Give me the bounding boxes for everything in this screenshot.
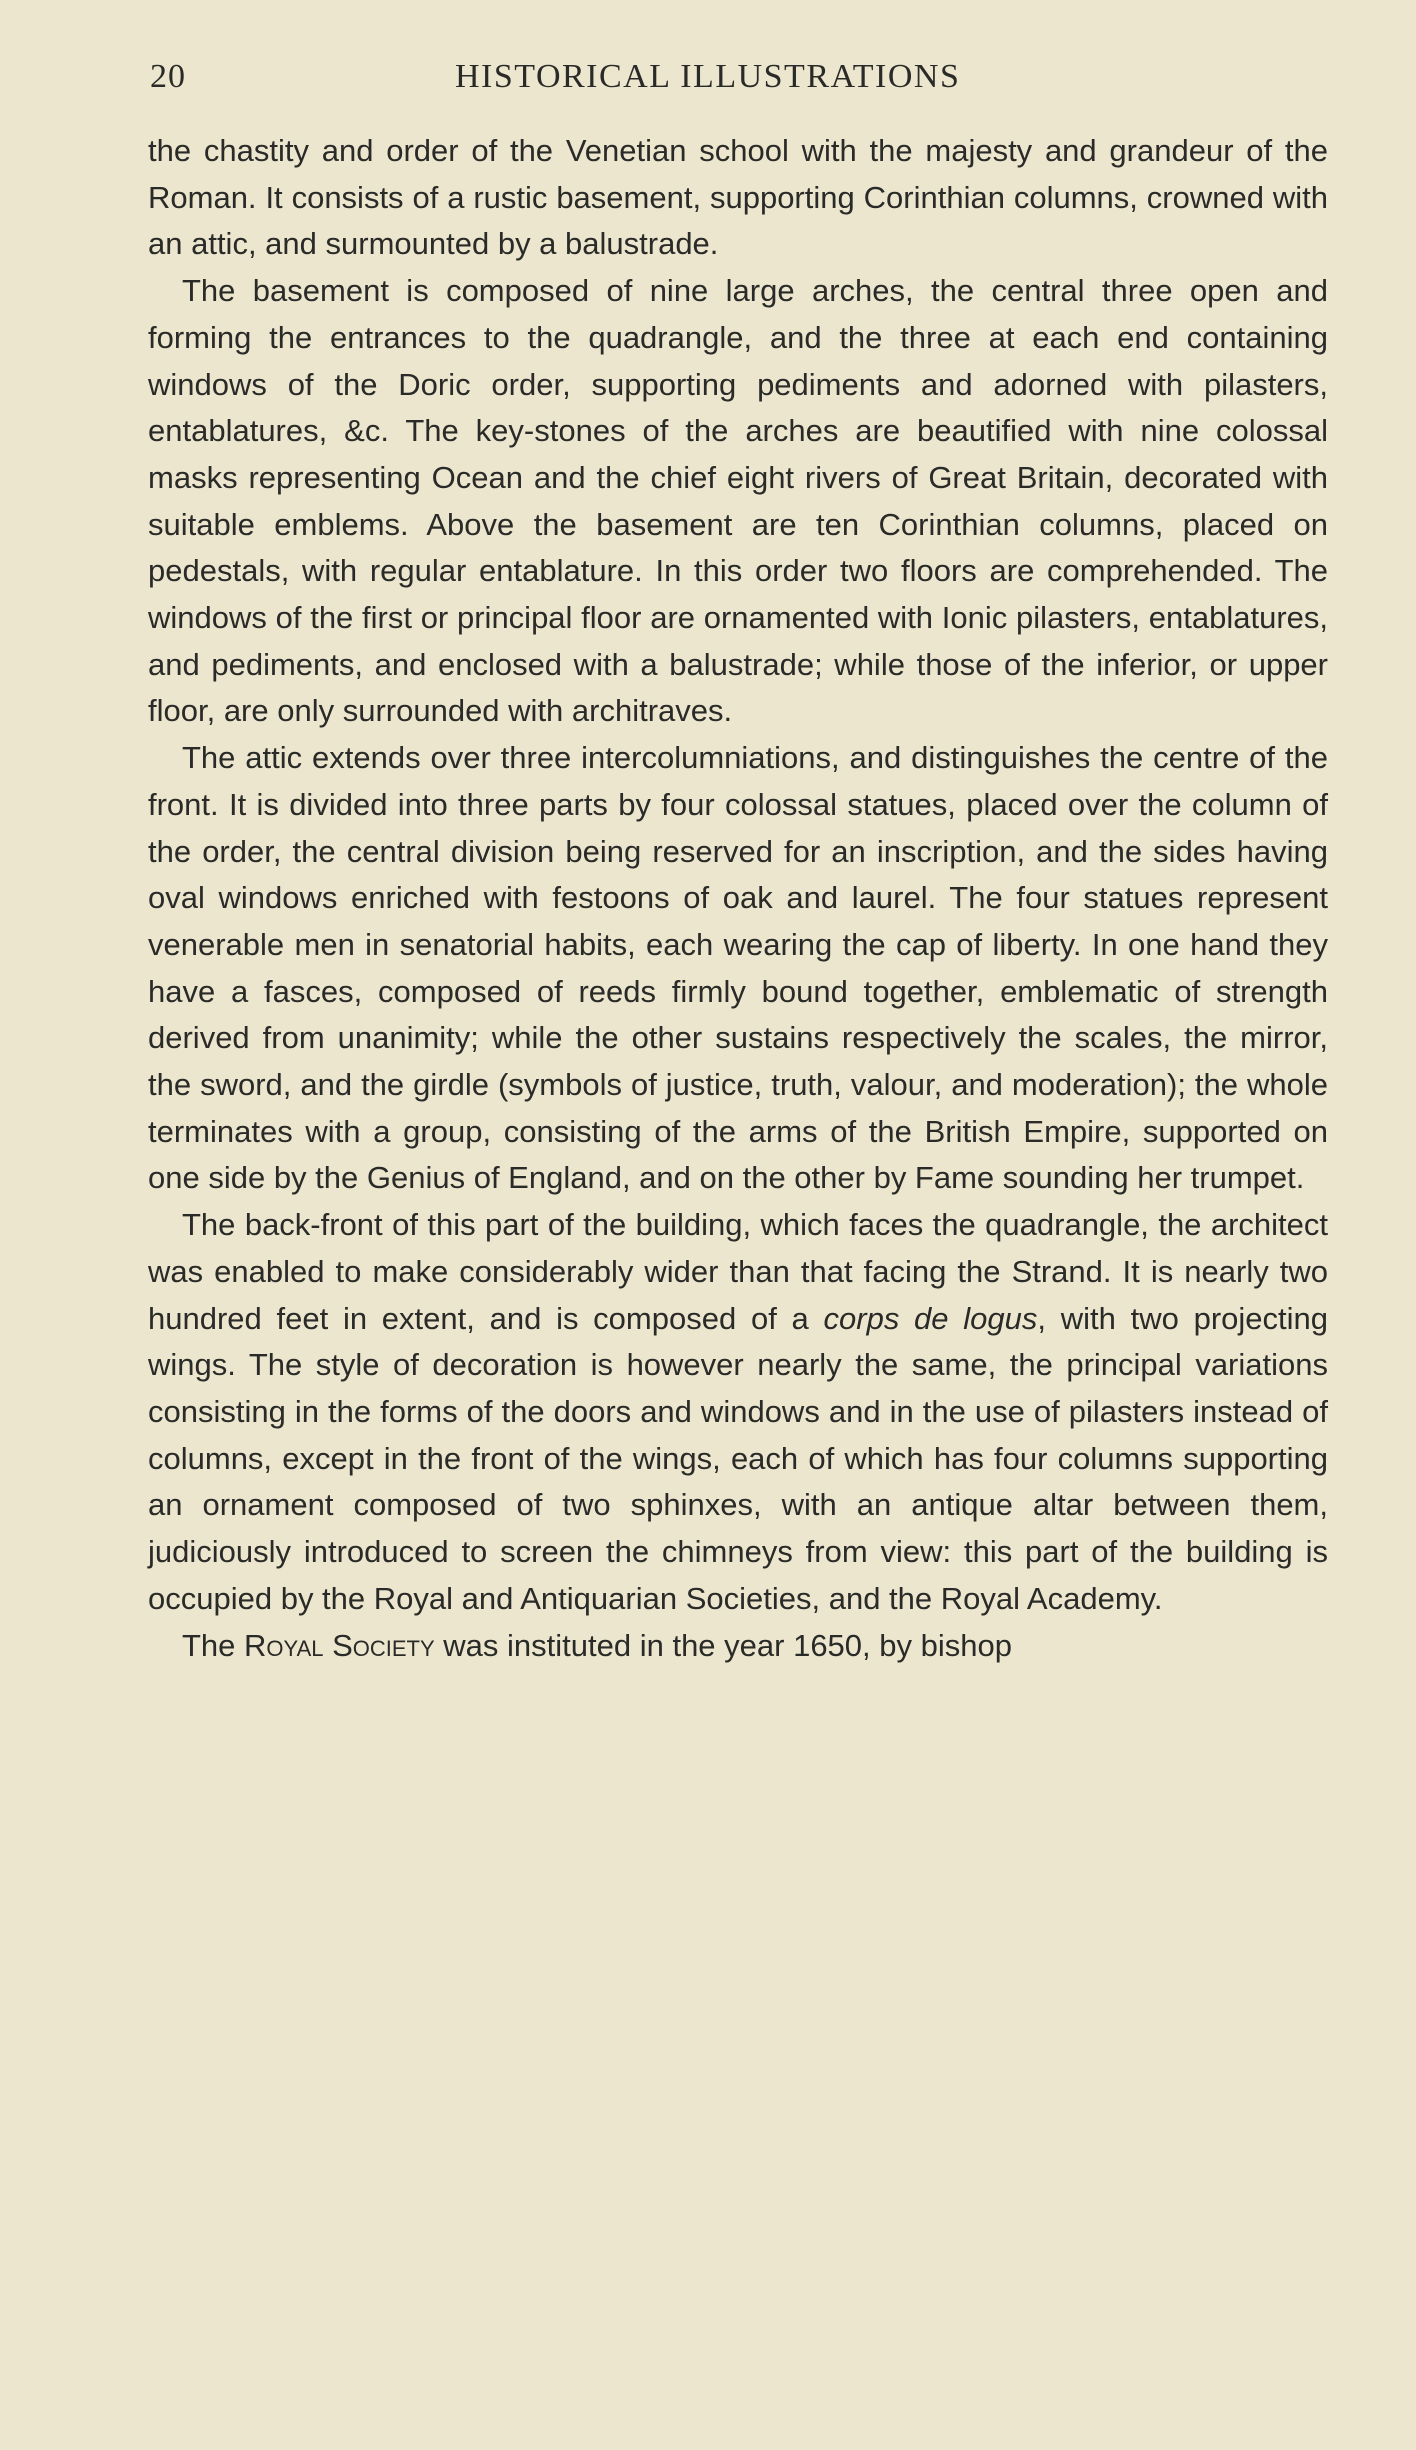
running-title: HISTORICAL ILLUSTRATIONS: [455, 58, 961, 95]
paragraph-continuation: the chastity and order of the Venetian school with the majesty and grandeur of the Roman. It consists of a rustic basement, supporting Corinthian columns, crowned with an attic, and surmounted by a balustrade.: [148, 133, 1328, 262]
page-header: [0, 58, 1416, 118]
italic-term: corps de logus: [823, 1300, 1038, 1336]
back-front-text-end: , with two projecting wings. The style of decoration is however nearly the same, the principal variations consisting in the forms of the doors and windows and in the use of pilasters instead of columns, except in the front of the wings, each of which has four columns supporting an ornament composed of two sphinxes, with an antique altar between them, judiciously introduced to screen the chimneys from view: this part of the building is occupied by the Royal and Antiquarian Societies, and the Royal Academy.: [148, 1300, 1328, 1616]
back-front-text-start: The back-front of this part of the building, which faces the quadrangle, the architect was enabled to make considerably wider than that facing the Strand. It is nearly two hundred feet in extent, and is composed of a: [148, 1207, 1328, 1336]
royal-society-name: Royal Society: [244, 1627, 435, 1663]
body-text: [148, 128, 1328, 1669]
page-number: 20: [150, 58, 186, 95]
paragraph-attic: The attic extends over three intercolumniations, and distinguishes the centre of the front. It is divided into three parts by four colossal statues, placed over the column of the order, the central division being reserved for an inscription, and the sides having oval windows enriched with festoons of oak and laurel. The four statues represent venerable men in senatorial habits, each wearing the cap of liberty. In one hand they have a fasces, composed of reeds firmly bound together, emblematic of strength derived from unanimity; while the other sustains respectively the scales, the mirror, the sword, and the girdle (symbols of justice, truth, valour, and moderation); the whole terminates with a group, consisting of the arms of the British Empire, supported on one side by the Genius of England, and on the other by Fame sounding her trumpet.: [148, 740, 1328, 1196]
paragraph-royal-society: [148, 1623, 1328, 1670]
paragraph-basement: The basement is composed of nine large arches, the central three open and forming the entrances to the quadrangle, and the three at each end containing windows of the Doric order, supporting pediments and adorned with pilasters, entablatures, &c. The key-stones of the arches are beautified with nine colossal masks representing Ocean and the chief eight rivers of Great Britain, decorated with suitable emblems. Above the basement are ten Corinthian columns, placed on pedestals, with regular entablature. In this order two floors are comprehended. The windows of the first or principal floor are ornamented with Ionic pilasters, entablatures, and pediments, and enclosed with a balustrade; while those of the inferior, or upper floor, are only surrounded with architraves.: [148, 273, 1328, 729]
royal-society-lead: The: [182, 1627, 245, 1663]
paragraph-back-front: [148, 1202, 1328, 1622]
royal-society-rest: was instituted in the year 1650, by bishop: [434, 1627, 1012, 1663]
